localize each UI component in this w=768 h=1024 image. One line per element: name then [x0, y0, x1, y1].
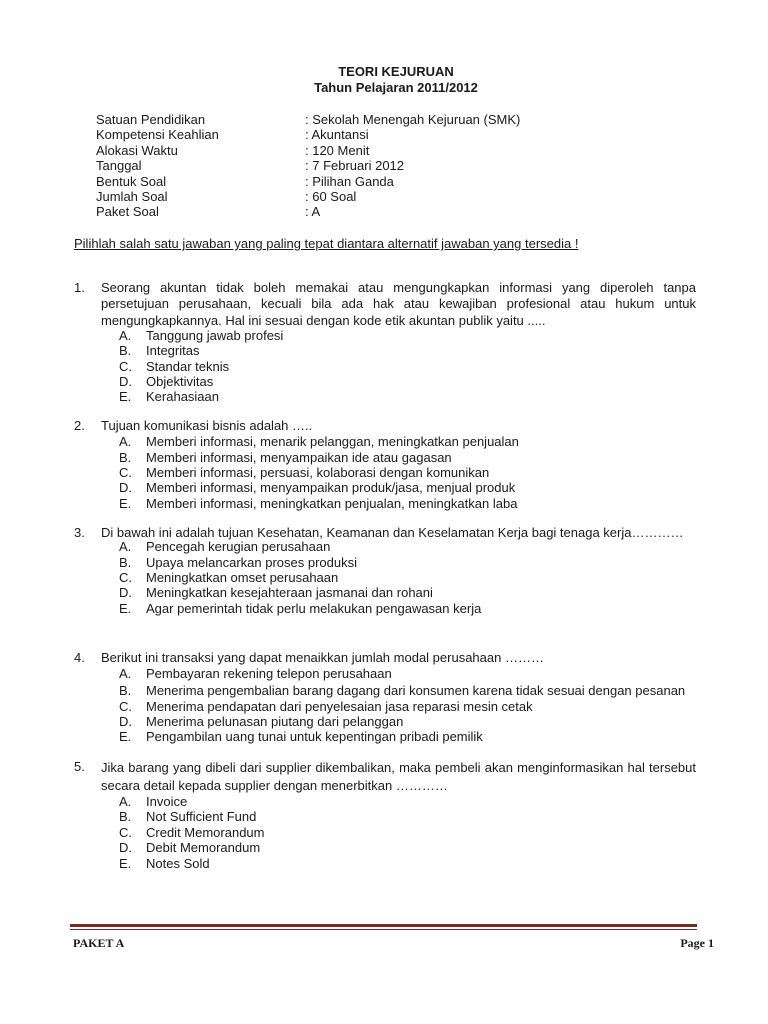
- question: [74, 759, 696, 871]
- info-value: : Akuntansi: [305, 127, 369, 143]
- option-letter: C.: [119, 698, 132, 714]
- info-row: [96, 158, 596, 173]
- option-letter: B.: [119, 554, 132, 570]
- answer-option: [119, 585, 696, 600]
- option-text: Credit Memorandum: [146, 824, 265, 840]
- answer-option: [119, 729, 696, 744]
- option-text: Notes Sold: [146, 855, 210, 871]
- info-row: [96, 143, 596, 158]
- option-letter: D.: [119, 585, 132, 601]
- exam-info-table: [96, 112, 596, 220]
- option-text: Meningkatkan kesejahteraan jasmanai dan rohani: [146, 585, 433, 601]
- option-text: Memberi informasi, menarik pelanggan, meningkatkan penjualan: [146, 434, 519, 450]
- info-value: : Sekolah Menengah Kejuruan (SMK): [305, 112, 521, 127]
- option-text: Objektivitas: [146, 374, 214, 390]
- answer-option: [119, 555, 696, 570]
- option-text: Memberi informasi, persuasi, kolaborasi dengan komunikan: [146, 465, 490, 481]
- question: [74, 650, 696, 745]
- option-letter: D.: [119, 374, 132, 390]
- option-text: Kerahasiaan: [146, 389, 219, 405]
- info-value: : 60 Soal: [305, 188, 357, 204]
- option-letter: D.: [119, 840, 132, 856]
- question: [74, 525, 696, 616]
- answer-option: [119, 539, 696, 554]
- info-label: Paket Soal: [96, 204, 159, 220]
- answer-option: [119, 714, 696, 729]
- info-label: Alokasi Waktu: [96, 142, 178, 158]
- answer-option: [119, 840, 696, 855]
- option-letter: C.: [119, 465, 132, 481]
- option-text: Memberi informasi, menyampaikan produk/jasa, menjual produk: [146, 480, 516, 496]
- option-letter: E.: [119, 855, 132, 871]
- option-text: Tanggung jawab profesi: [146, 327, 284, 343]
- option-text: Menerima pendapatan dari penyelesaian jasa reparasi mesin cetak: [146, 698, 533, 714]
- answer-option: [119, 601, 696, 616]
- option-list: [119, 666, 696, 745]
- option-letter: E.: [119, 600, 132, 616]
- info-row: [96, 189, 596, 204]
- answer-option: [119, 666, 696, 681]
- option-list: [119, 539, 696, 616]
- exam-instruction: Pilihlah salah satu jawaban yang paling tepat diantara alternatif jawaban yang tersedia !: [74, 236, 579, 251]
- answer-option: [119, 825, 696, 840]
- option-letter: B.: [119, 809, 132, 825]
- question-number: 3.: [74, 525, 85, 540]
- answer-option: [119, 465, 696, 480]
- info-value: : A: [305, 204, 321, 220]
- option-text: Menerima pelunasan piutang dari pelanggan: [146, 714, 404, 730]
- answer-option: [119, 699, 696, 714]
- option-text: Meningkatkan omset perusahaan: [146, 570, 339, 586]
- option-letter: B.: [119, 449, 132, 465]
- question-stem: Di bawah ini adalah tujuan Kesehatan, Keamanan dan Keselamatan Kerja bagi tenaga kerja…………: [101, 525, 684, 540]
- option-letter: E.: [119, 729, 132, 745]
- info-label: Jumlah Soal: [96, 188, 168, 204]
- option-text: Integritas: [146, 343, 200, 359]
- option-text: Pembayaran rekening telepon perusahaan: [146, 666, 392, 682]
- option-letter: A.: [119, 666, 132, 682]
- option-text: Agar pemerintah tidak perlu melakukan pengawasan kerja: [146, 600, 482, 616]
- option-letter: C.: [119, 358, 132, 374]
- answer-option: [119, 794, 696, 809]
- answer-option: [119, 682, 696, 699]
- option-letter: B.: [119, 682, 132, 698]
- answer-option: [119, 809, 696, 824]
- option-letter: E.: [119, 389, 132, 405]
- option-letter: C.: [119, 570, 132, 586]
- option-text: Menerima pengembalian barang dagang dari konsumen karena tidak sesuai dengan pesanan: [146, 682, 686, 698]
- answer-option: [119, 450, 696, 465]
- answer-option: [119, 856, 696, 871]
- option-list: [119, 328, 696, 405]
- footer-page-number: Page 1: [680, 936, 714, 950]
- question-number: 2.: [74, 418, 85, 433]
- answer-option: [119, 389, 696, 404]
- question-stem: Seorang akuntan tidak boleh memakai atau mengungkapkan informasi yang diperoleh tanpa persetujuan perusahaan, kecuali bila ada hak atau kewajiban profesional atau hukum untuk mengungkapkannya. Hal ini sesuai dengan kode etik akuntan publik yaitu .....: [101, 280, 696, 328]
- option-text: Memberi informasi, menyampaikan ide atau gagasan: [146, 449, 452, 465]
- option-list: [119, 794, 696, 871]
- option-letter: D.: [119, 480, 132, 496]
- option-letter: B.: [119, 343, 132, 359]
- question-number: 5.: [74, 759, 85, 774]
- answer-option: [119, 374, 696, 389]
- info-row: [96, 174, 596, 189]
- question-number: 1.: [74, 280, 85, 295]
- answer-option: [119, 434, 696, 449]
- option-letter: A.: [119, 539, 132, 555]
- info-label: Kompetensi Keahlian: [96, 127, 219, 143]
- answer-option: [119, 328, 696, 343]
- question-stem: Berikut ini transaksi yang dapat menaikkan jumlah modal perusahaan ………: [101, 650, 544, 665]
- option-letter: A.: [119, 794, 132, 809]
- info-label: Bentuk Soal: [96, 173, 167, 189]
- info-value: : 7 Februari 2012: [305, 158, 405, 174]
- option-text: Pencegah kerugian perusahaan: [146, 539, 331, 555]
- question: [74, 280, 696, 405]
- answer-option: [119, 570, 696, 585]
- info-label: Satuan Pendidikan: [96, 112, 206, 127]
- footer-package-label: PAKET A: [73, 936, 125, 950]
- answer-option: [119, 343, 696, 358]
- option-letter: E.: [119, 495, 132, 511]
- question: [74, 418, 696, 511]
- option-text: Memberi informasi, meningkatkan penjualan, meningkatkan laba: [146, 495, 518, 511]
- footer-rule-thin: [70, 929, 697, 930]
- option-list: [119, 434, 696, 511]
- option-letter: C.: [119, 824, 132, 840]
- option-letter: A.: [119, 434, 132, 450]
- option-text: Upaya melancarkan proses produksi: [146, 554, 357, 570]
- option-text: Invoice: [146, 794, 188, 809]
- answer-option: [119, 496, 696, 511]
- info-value: : 120 Menit: [305, 142, 370, 158]
- option-letter: A.: [119, 327, 132, 343]
- answer-option: [119, 480, 696, 495]
- option-letter: D.: [119, 714, 132, 730]
- info-row: [96, 112, 596, 127]
- info-row: [96, 204, 596, 219]
- question-number: 4.: [74, 650, 85, 665]
- exam-year: Tahun Pelajaran 2011/2012: [314, 80, 478, 95]
- info-row: [96, 127, 596, 142]
- info-value: : Pilihan Ganda: [305, 173, 394, 189]
- question-stem: Jika barang yang dibeli dari supplier dikembalikan, maka pembeli akan menginformasikan hal tersebut secara detail kepada supplier dengan menerbitkan …………: [101, 760, 696, 793]
- option-text: Debit Memorandum: [146, 840, 261, 856]
- option-text: Standar teknis: [146, 358, 230, 374]
- option-text: Pengambilan uang tunai untuk kepentingan pribadi pemilik: [146, 729, 483, 745]
- option-text: Not Sufficient Fund: [146, 809, 257, 825]
- info-label: Tanggal: [96, 158, 142, 174]
- exam-title: TEORI KEJURUAN: [338, 64, 454, 79]
- footer-rule-thick: [70, 924, 697, 927]
- question-stem: Tujuan komunikasi bisnis adalah …..: [101, 418, 313, 433]
- answer-option: [119, 359, 696, 374]
